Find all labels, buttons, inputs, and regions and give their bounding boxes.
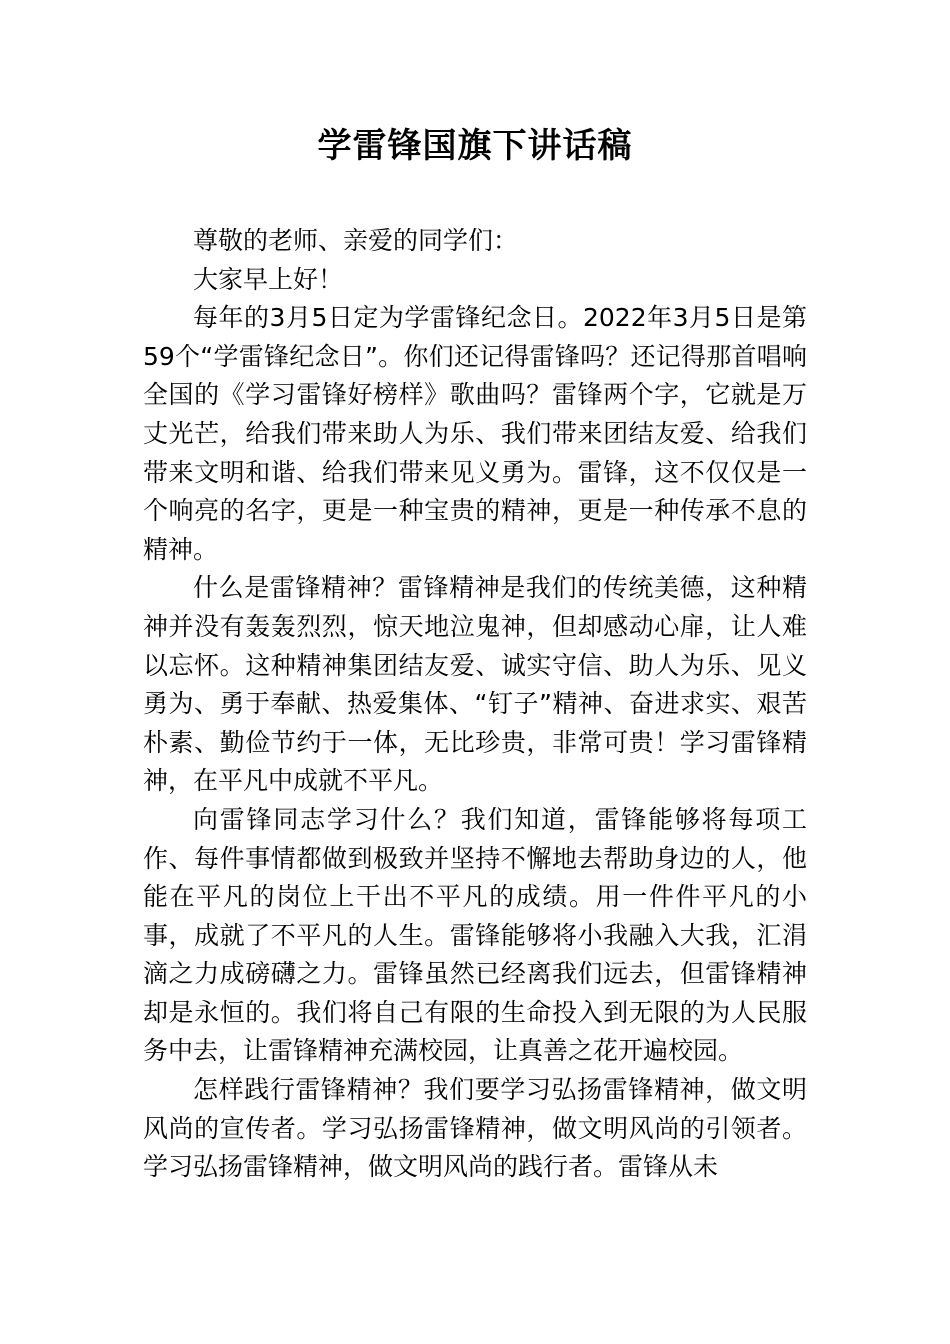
paragraph-3: 向雷锋同志学习什么？我们知道，雷锋能够将每项工作、每件事情都做到极致并坚持不懈地去帮助身边的人，他能在平凡的岗位上干出不平凡的成绩。用一件件平凡的小事，成就了不平凡的人生。雷锋能够将小我融入大我，汇涓滴之力成磅礴之力。雷锋虽然已经离我们远去，但雷锋精神却是永恒的。我们将自己有限的生命投入到无限的为人民服务中去，让雷锋精神充满校园，让真善之花开遍校园。 [143,804,807,1066]
paragraph-4: 怎样践行雷锋精神？我们要学习弘扬雷锋精神，做文明风尚的宣传者。学习弘扬雷锋精神，做文明风尚的引领者。学习弘扬雷锋精神，做文明风尚的践行者。雷锋从未 [143,1075,807,1182]
paragraph-2: 什么是雷锋精神？雷锋精神是我们的传统美德，这种精神并没有轰轰烈烈，惊天地泣鬼神，但却感动心扉，让人难以忘怀。这种精神集团结友爱、诚实守信、助人为乐、见义勇为、勇于奉献、热爱集体、“钉子”精神、奋进求实、艰苦朴素、勤俭节约于一体，无比珍贵，非常可贵！学习雷锋精神，在平凡中成就不平凡。 [143,573,807,796]
greeting: 大家早上好！ [193,264,344,294]
document-title: 学雷锋国旗下讲话稿 [317,126,633,166]
speech-body [143,222,807,1187]
salutation: 尊敬的老师、亲爱的同学们： [193,226,519,255]
paragraph-1: 每年的3月5日定为学雷锋纪念日。2022年3月5日是第59个“学雷锋纪念日”。你们还记得雷锋吗？还记得那首唱响全国的《学习雷锋好榜样》歌曲吗？雷锋两个字，它就是万丈光芒，给我们带来助人为乐、我们带来团结友爱、给我们带来文明和谐、给我们带来见义勇为。雷锋，这不仅仅是一个响亮的名字，更是一种宝贵的精神，更是一种传承不息的精神。 [143,303,807,564]
